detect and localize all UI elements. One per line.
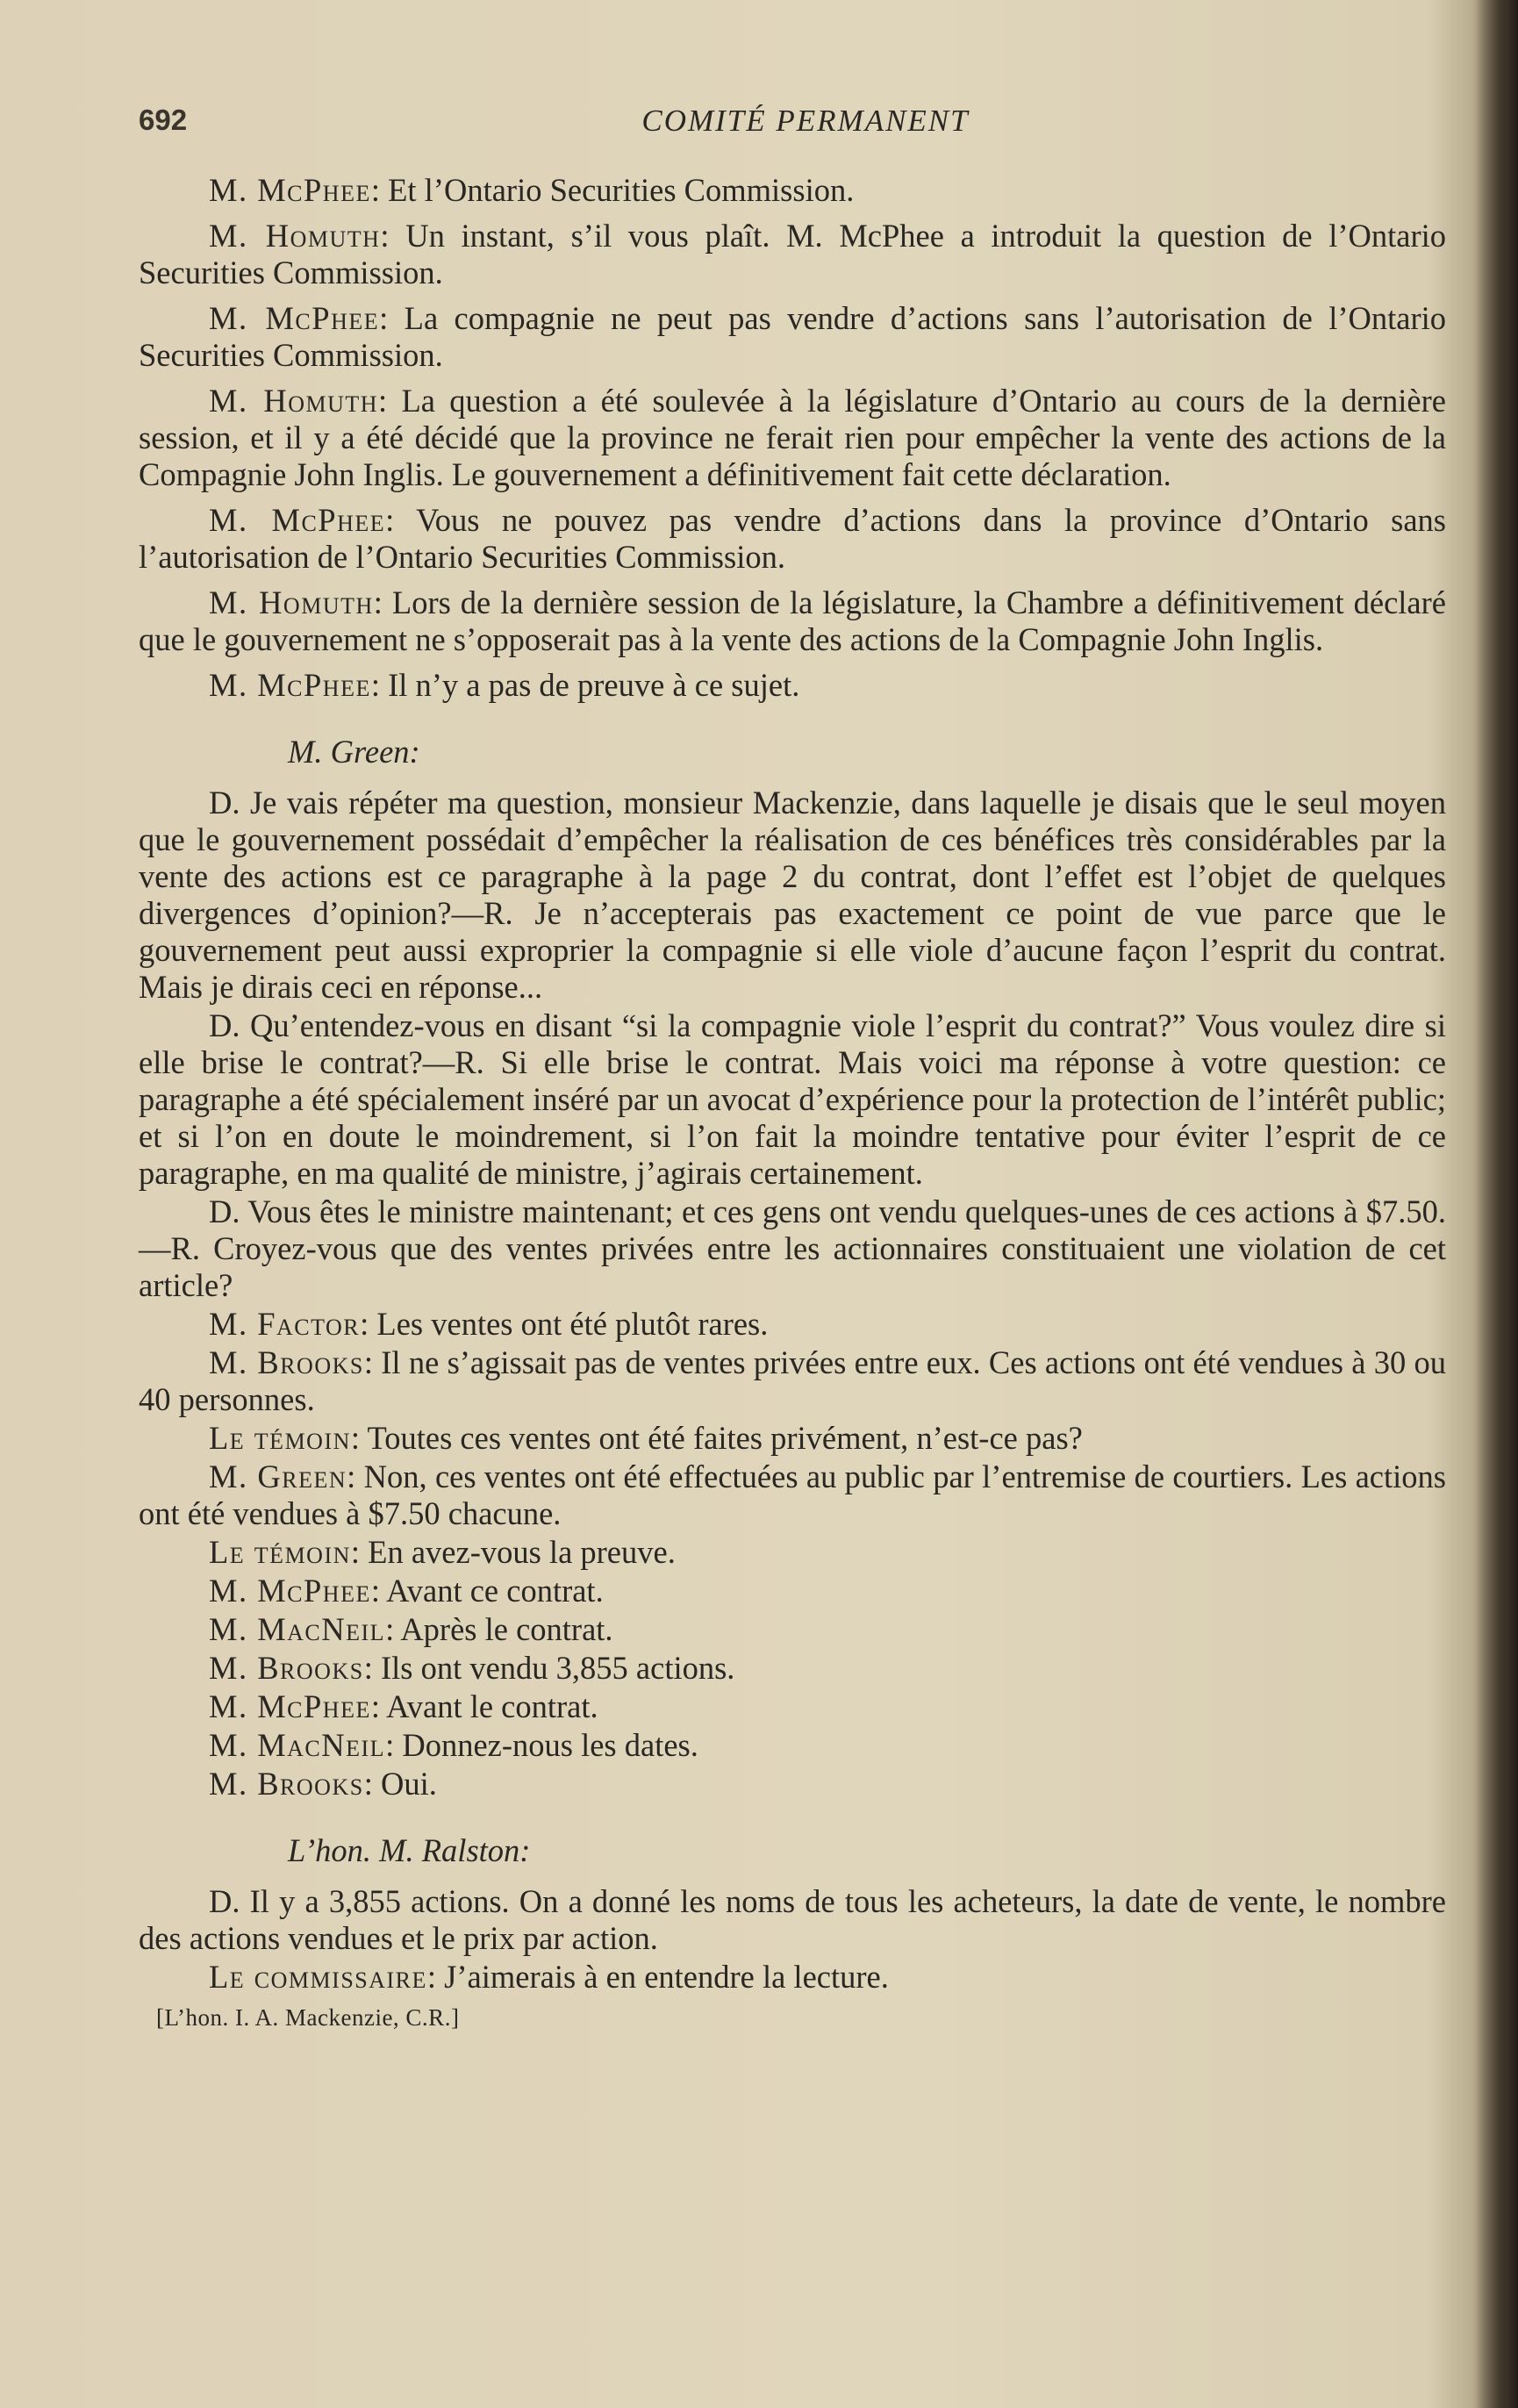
question-paragraph: [139, 785, 1446, 1006]
speaker-name: M. Homuth: [209, 383, 379, 419]
examiner-heading: M. Green:: [288, 734, 420, 770]
dialogue-paragraph: [139, 218, 1446, 291]
dialogue-paragraph: [139, 1306, 1446, 1343]
running-title: COMITÉ PERMANENT: [641, 104, 970, 138]
speech-text: : Oui.: [363, 1766, 437, 1802]
dialogue-paragraph: [139, 1534, 1446, 1571]
speaker-name: M. Homuth: [209, 584, 374, 620]
speech-text: D. Il y a 3,855 actions. On a donné les noms de tous les acheteurs, la date de vente, le nombre des actions vendues et le prix par action.: [139, 1883, 1446, 1956]
dialogue-paragraph: [139, 1344, 1446, 1418]
dialogue-paragraph: [139, 1766, 1446, 1802]
dialogue-paragraph: [139, 1420, 1446, 1457]
speech-text: : Après le contrat.: [385, 1611, 613, 1647]
speaker-name: M. Green: [209, 1458, 347, 1494]
speech-text: : La question a été soulevée à la législature d’Ontario au cours de la dernière session, et il y a été décidé que la province ne ferait rien pour empêcher la vente des actions de la Compagnie John Inglis. Le gouvernement a définitivement fait cette déclaration.: [139, 383, 1446, 492]
speech-text: : Lors de la dernière session de la législature, la Chambre a définitivement déclaré que le gouvernement ne s’opposerait pas à la vente des actions de la Compagnie John Inglis.: [139, 584, 1446, 657]
speech-text: : Il n’y a pas de preuve à ce sujet.: [370, 667, 800, 703]
speech-text: D. Vous êtes le ministre maintenant; et ces gens ont vendu quelques-unes de ces actions à $7.50.—R. Croyez-vous que des ventes privées entre les actionnaires constituaient une violation de cet article?: [139, 1193, 1446, 1303]
speech-text: : Donnez-nous les dates.: [385, 1727, 698, 1763]
speech-text: : Avant le contrat.: [370, 1688, 598, 1724]
body-text: [139, 172, 1446, 2036]
speech-text: : Les ventes ont été plutôt rares.: [360, 1306, 769, 1342]
speaker-name: Le témoin: [209, 1420, 351, 1456]
speech-text: : Et l’Ontario Securities Commission.: [370, 172, 855, 208]
speaker-name: M. McPhee: [209, 667, 371, 703]
dialogue-paragraph: [139, 1688, 1446, 1725]
examiner-heading: L’hon. M. Ralston:: [288, 1832, 531, 1868]
dialogue-paragraph: [139, 1727, 1446, 1764]
speech-text: : Toutes ces ventes ont été faites privément, n’est-ce pas?: [350, 1420, 1083, 1456]
speech-text: : En avez-vous la preuve.: [350, 1534, 676, 1570]
speech-text: : Un instant, s’il vous plaît. M. McPhee a introduit la question de l’Ontario Securities Commission.: [139, 218, 1446, 290]
question-paragraph: [139, 1193, 1446, 1304]
footer-note: [L’hon. I. A. Mackenzie, C.R.]: [156, 2004, 460, 2031]
speaker-name: M. MacNeil: [209, 1611, 386, 1647]
question-paragraph: [139, 1883, 1446, 1957]
speaker-name: M. Brooks: [209, 1344, 364, 1380]
dialogue-paragraph: [139, 502, 1446, 576]
speech-text: : Vous ne pouvez pas vendre d’actions dans la province d’Ontario sans l’autorisation de l’Ontario Securities Commission.: [139, 502, 1447, 575]
speech-text: : Non, ces ventes ont été effectuées au public par l’entremise de courtiers. Les actions ont été vendues à $7.50 chacune.: [139, 1458, 1446, 1531]
speaker-name: M. McPhee: [209, 1573, 371, 1609]
dialogue-paragraph: [139, 1650, 1446, 1687]
speaker-name: Le commissaire: [209, 1959, 427, 1995]
dialogue-paragraph: [139, 300, 1446, 374]
speaker-name: Le témoin: [209, 1534, 351, 1570]
speech-text: D. Je vais répéter ma question, monsieur Mackenzie, dans laquelle je disais que le seul moyen que le gouvernement possédait d’empêcher la réalisation de ces bénéfices très considérables par la vente des actions est ce paragraphe à la page 2 du contrat, dont l’effet est l’objet de quelques divergences d’opinion?—R. Je n’accepterais pas exactement ce point de vue parce que le gouvernement peut aussi exproprier la compagnie si elle viole d’aucune façon l’esprit du contrat. Mais je dirais ceci en réponse...: [139, 785, 1446, 1005]
dialogue-paragraph: [139, 584, 1446, 658]
page-number: 692: [139, 104, 188, 136]
speaker-name: M. Brooks: [209, 1650, 364, 1686]
speech-text: : J’aimerais à en entendre la lecture.: [426, 1959, 889, 1995]
page-edge-shadow: [1476, 0, 1518, 2408]
speaker-name: M. MacNeil: [209, 1727, 386, 1763]
dialogue-paragraph: [139, 1573, 1446, 1609]
speech-text: : La compagnie ne peut pas vendre d’actions sans l’autorisation de l’Ontario Securities Commission.: [139, 300, 1446, 373]
speaker-name: M. McPhee: [209, 172, 371, 208]
speaker-name: M. Homuth: [209, 218, 381, 254]
speaker-name: M. McPhee: [209, 300, 380, 336]
dialogue-paragraph: [139, 667, 1446, 704]
speaker-name: M. McPhee: [209, 502, 386, 538]
speech-text: D. Qu’entendez-vous en disant “si la compagnie viole l’esprit du contrat?” Vous voulez dire si elle brise le contrat?—R. Si elle brise le contrat. Mais voici ma réponse à votre question: ce paragraphe a été spécialement inséré par un avocat d’expérience pour la protection de l’intérêt public; et si l’on en doute le moindrement, si l’on fait la moindre tentative pour éviter l’esprit de ce paragraphe, en ma qualité de ministre, j’agirais certainement.: [139, 1007, 1446, 1191]
speaker-name: M. McPhee: [209, 1688, 371, 1724]
speaker-name: M. Brooks: [209, 1766, 364, 1802]
page-header: [139, 104, 1437, 147]
dialogue-paragraph: [139, 1458, 1446, 1532]
speech-text: : Il ne s’agissait pas de ventes privées entre eux. Ces actions ont été vendues à 30 ou 40 personnes.: [139, 1344, 1446, 1417]
dialogue-paragraph: [139, 172, 1446, 209]
dialogue-paragraph: [139, 1959, 1446, 1996]
dialogue-paragraph: [139, 383, 1446, 493]
dialogue-paragraph: [139, 1611, 1446, 1648]
speaker-name: M. Factor: [209, 1306, 361, 1342]
speech-text: : Avant ce contrat.: [370, 1573, 604, 1609]
question-paragraph: [139, 1007, 1446, 1192]
speech-text: : Ils ont vendu 3,855 actions.: [363, 1650, 735, 1686]
